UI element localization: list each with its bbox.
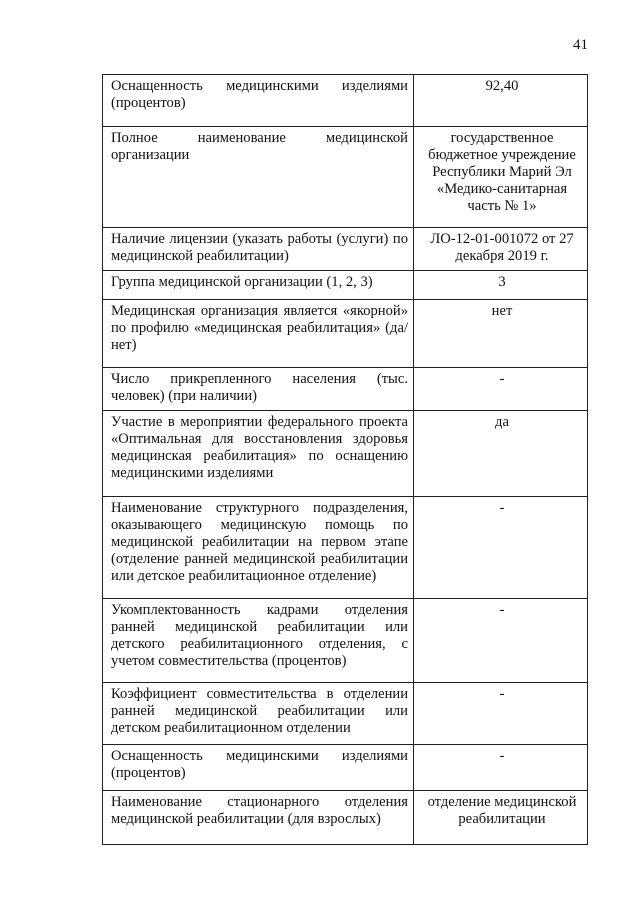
table-row — [103, 271, 588, 300]
table-row — [103, 683, 588, 745]
row-value: - — [414, 745, 588, 791]
table-row — [103, 75, 588, 127]
table-row — [103, 368, 588, 411]
row-value: отделение медицинской реабилитации — [414, 791, 588, 845]
row-value: - — [414, 683, 588, 745]
row-label: Оснащенность медицинскими изделиями (процентов) — [103, 745, 414, 791]
info-table — [102, 74, 588, 845]
row-value: нет — [414, 300, 588, 368]
table-row — [103, 599, 588, 683]
row-label: Число прикрепленного населения (тыс. человек) (при наличии) — [103, 368, 414, 411]
row-label: Наличие лицензии (указать работы (услуги) по медицинской реабилитации) — [103, 228, 414, 271]
row-label: Группа медицинской организации (1, 2, 3) — [103, 271, 414, 300]
table-row — [103, 228, 588, 271]
table-row — [103, 300, 588, 368]
row-value: государственное бюджетное учреждение Республики Марий Эл «Медико-санитарная часть № 1» — [414, 127, 588, 228]
table-row — [103, 791, 588, 845]
row-value: 92,40 — [414, 75, 588, 127]
row-value: да — [414, 411, 588, 497]
table-row — [103, 411, 588, 497]
row-label: Участие в мероприятии федерального проекта «Оптимальная для восстановления здоровья медицинская реабилитация» по оснащению медицинскими изделиями — [103, 411, 414, 497]
table-row — [103, 745, 588, 791]
row-value: ЛО-12-01-001072 от 27 декабря 2019 г. — [414, 228, 588, 271]
table-row — [103, 127, 588, 228]
row-label: Укомплектованность кадрами отделения ранней медицинской реабилитации или детского реабилитационного отделения, с учетом совместительства (процентов) — [103, 599, 414, 683]
row-label: Оснащенность медицинскими изделиями (процентов) — [103, 75, 414, 127]
row-label: Наименование структурного подразделения, оказывающего медицинскую помощь по медицинской реабилитации на первом этапе (отделение ранней медицинской реабилитации или детское реабилитационное отделение) — [103, 497, 414, 599]
row-label: Полное наименование медицинской организации — [103, 127, 414, 228]
row-label: Медицинская организация является «якорной» по профилю «медицинская реабилитация» (да/нет) — [103, 300, 414, 368]
row-value: 3 — [414, 271, 588, 300]
table-row — [103, 497, 588, 599]
row-value: - — [414, 599, 588, 683]
row-label: Коэффициент совместительства в отделении ранней медицинской реабилитации или детском реабилитационном отделении — [103, 683, 414, 745]
row-value: - — [414, 497, 588, 599]
row-label: Наименование стационарного отделения медицинской реабилитации (для взрослых) — [103, 791, 414, 845]
page-number: 41 — [573, 37, 588, 53]
row-value: - — [414, 368, 588, 411]
